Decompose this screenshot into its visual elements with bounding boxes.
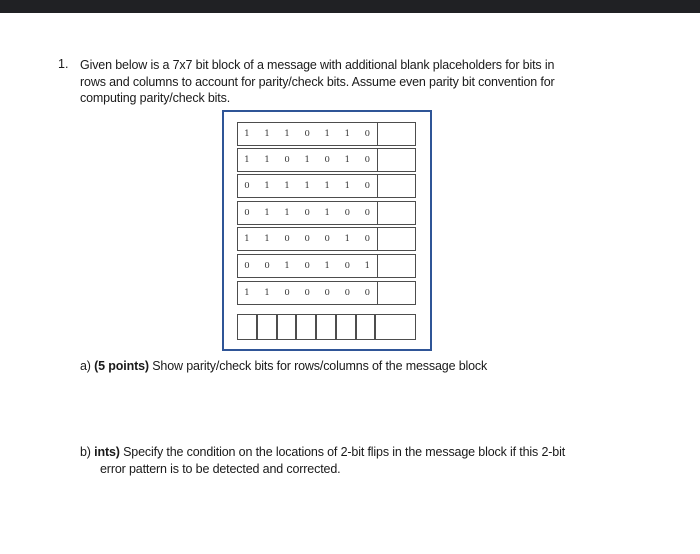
bit-cell: 0 <box>284 155 290 165</box>
row-parity-cell <box>377 282 415 304</box>
row-parity-cell <box>377 123 415 145</box>
bit-cell: 0 <box>344 288 351 298</box>
part-b <box>80 444 565 477</box>
bit-cell: 1 <box>264 155 270 165</box>
bit-row-values <box>238 202 377 224</box>
bit-row-values <box>238 228 377 250</box>
column-parity-cell <box>317 315 337 339</box>
question-text <box>80 57 600 107</box>
part-a-points: (5 points) <box>94 359 149 373</box>
bit-cell: 0 <box>324 288 330 298</box>
bit-cell: 1 <box>244 288 250 298</box>
part-b-points: ints) <box>94 445 120 459</box>
bit-cell: 1 <box>284 181 290 191</box>
bit-cell: 1 <box>324 208 330 218</box>
top-bar <box>0 0 700 13</box>
column-parity-cell <box>337 315 357 339</box>
row-parity-cell <box>377 149 415 171</box>
row-parity-cell <box>377 202 415 224</box>
bit-cell: 1 <box>284 261 290 271</box>
column-parity-cell <box>238 315 258 339</box>
bit-row-values <box>238 149 377 171</box>
question-line-3: computing parity/check bits. <box>80 91 231 105</box>
part-a-label: a) <box>80 359 91 373</box>
bit-cell: 0 <box>364 208 371 218</box>
bit-cell: 0 <box>364 234 371 244</box>
bit-cell: 1 <box>344 155 351 165</box>
bit-cell: 1 <box>304 181 310 191</box>
bit-cell: 0 <box>284 234 290 244</box>
row-parity-cell <box>377 228 415 250</box>
bit-cell: 1 <box>244 234 250 244</box>
bit-cell: 0 <box>244 181 250 191</box>
bit-cell: 1 <box>364 261 371 271</box>
bit-cell: 1 <box>264 208 270 218</box>
bit-cell: 1 <box>324 261 330 271</box>
bit-row <box>237 174 416 198</box>
part-b-label: b) <box>80 445 91 459</box>
bit-cell: 0 <box>304 208 310 218</box>
column-parity-row <box>237 314 416 340</box>
bit-row-values <box>238 255 377 277</box>
bit-row-values <box>238 282 377 304</box>
question-line-2: rows and columns to account for parity/check bits. Assume even parity bit convention for <box>80 74 555 89</box>
bit-row-values <box>238 175 377 197</box>
bit-cell: 0 <box>344 208 351 218</box>
bit-cell: 1 <box>344 129 351 139</box>
bit-cell: 0 <box>244 208 250 218</box>
bit-row <box>237 227 416 251</box>
question-number: 1. <box>58 57 69 71</box>
row-parity-cell <box>377 175 415 197</box>
corner-parity-cell <box>376 315 415 339</box>
bit-cell: 1 <box>344 181 351 191</box>
bit-row <box>237 201 416 225</box>
question-line-1: Given below is a 7x7 bit block of a message with additional blank placeholders for bits in <box>80 58 555 72</box>
bit-cell: 0 <box>364 181 371 191</box>
row-parity-cell <box>377 255 415 277</box>
bit-cell: 1 <box>324 181 330 191</box>
bit-cell: 0 <box>304 288 310 298</box>
bit-cell: 0 <box>364 155 371 165</box>
bit-cell: 1 <box>264 181 270 191</box>
bit-cell: 0 <box>304 234 310 244</box>
bit-cell: 0 <box>324 234 330 244</box>
bit-cell: 1 <box>264 129 270 139</box>
bit-row-values <box>238 123 377 145</box>
bit-row <box>237 281 416 305</box>
bit-cell: 1 <box>244 129 250 139</box>
bit-row <box>237 148 416 172</box>
part-b-line-2: error pattern is to be detected and corrected. <box>100 461 341 476</box>
bit-cell: 1 <box>344 234 351 244</box>
bit-cell: 1 <box>244 155 250 165</box>
bit-cell: 1 <box>324 129 330 139</box>
column-parity-cell <box>357 315 377 339</box>
bit-cell: 0 <box>304 129 310 139</box>
part-a <box>80 358 487 375</box>
bit-cell: 0 <box>304 261 310 271</box>
bit-cell: 0 <box>284 288 290 298</box>
bit-cell: 1 <box>264 234 270 244</box>
part-b-line-1: Specify the condition on the locations of 2-bit flips in the message block if this 2-bit <box>123 445 566 459</box>
bit-block-figure <box>222 110 432 351</box>
bit-cell: 0 <box>244 261 250 271</box>
bit-cell: 1 <box>284 129 290 139</box>
bit-cell: 0 <box>264 261 270 271</box>
column-parity-cell <box>278 315 298 339</box>
column-parity-cell <box>258 315 278 339</box>
bit-cell: 1 <box>264 288 270 298</box>
bit-cell: 1 <box>304 155 310 165</box>
bit-cell: 0 <box>344 261 351 271</box>
bit-cell: 0 <box>364 288 371 298</box>
bit-cell: 0 <box>324 155 330 165</box>
bit-cell: 0 <box>364 129 371 139</box>
bit-cell: 1 <box>284 208 290 218</box>
bit-row <box>237 254 416 278</box>
part-a-text: Show parity/check bits for rows/columns of the message block <box>152 359 488 373</box>
column-parity-cell <box>297 315 317 339</box>
bit-row <box>237 122 416 146</box>
